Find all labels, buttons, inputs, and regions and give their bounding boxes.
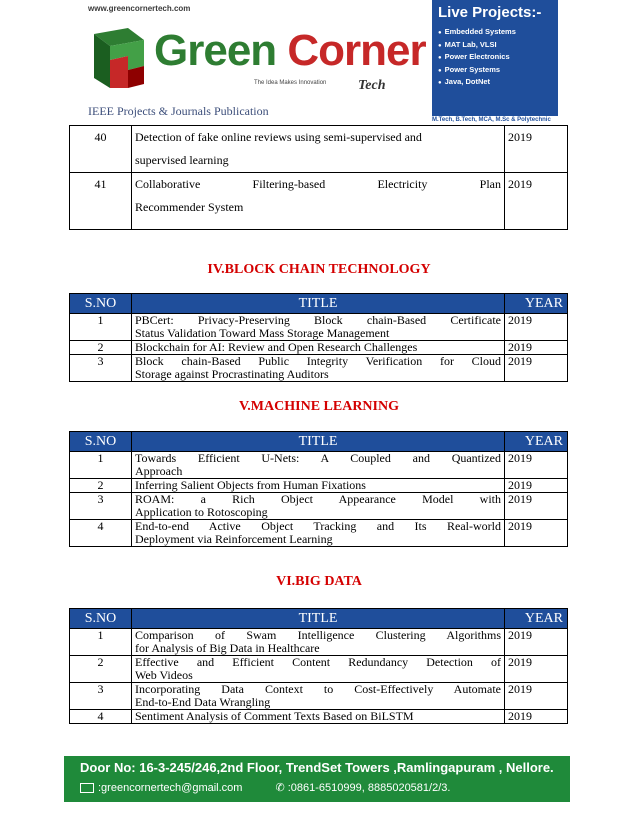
row-title-line: PBCert: Privacy-Preserving Block chain-Based Certificate (135, 313, 501, 327)
row-title-line: ROAM: a Rich Object Appearance Model with (135, 492, 501, 506)
footer-phone: :0861-6510999, 8885020581/2/3. (287, 782, 451, 794)
footer-phone-group (276, 782, 451, 794)
footer-contact-line (80, 781, 450, 794)
table-row (70, 479, 568, 493)
row-sno: 3 (70, 355, 132, 382)
col-header-title: TITLE (132, 609, 505, 629)
ieee-publication-line: IEEE Projects & Journals Publication (88, 104, 269, 118)
courses-line: M.Tech, B.Tech, MCA, M.Sc & Polytechnic (432, 117, 551, 123)
header-banner (58, 0, 582, 124)
row-title: Blockchain for AI: Review and Open Research Challenges (132, 341, 505, 355)
section-heading-big-data: VI.BIG DATA (276, 574, 362, 589)
row-title-line: supervised learning (135, 153, 229, 167)
row-year: 2019 (505, 452, 568, 479)
table-row (70, 341, 568, 355)
live-project-item: ● Power Electronics (438, 51, 516, 64)
row-title-line: Recommender System (135, 200, 244, 214)
row-year: 2019 (505, 520, 568, 547)
table-row (70, 656, 568, 683)
row-title (132, 452, 505, 479)
row-year: 2019 (505, 314, 568, 341)
phone-icon: ✆ (275, 782, 285, 794)
col-header-title: TITLE (132, 432, 505, 452)
big-data-table (69, 608, 568, 724)
table-header-row (70, 609, 568, 629)
row-year: 2019 (505, 656, 568, 683)
row-title (132, 493, 505, 520)
green-corner-logo-icon (88, 26, 150, 96)
live-project-item: ● MAT Lab, VLSI (438, 39, 516, 52)
table-row (70, 452, 568, 479)
row-sno: 1 (70, 629, 132, 656)
row-sno: 41 (70, 173, 132, 230)
table-row (70, 683, 568, 710)
col-header-sno: S.NO (70, 432, 132, 452)
row-year: 2019 (505, 493, 568, 520)
row-year: 2019 (505, 710, 568, 724)
row-sno: 1 (70, 452, 132, 479)
section-heading-machine-learning: V.MACHINE LEARNING (239, 399, 399, 414)
row-year: 2019 (505, 355, 568, 382)
live-projects-title: Live Projects:- (438, 4, 542, 21)
row-title-line: Detection of fake online reviews using semi-supervised and (135, 130, 422, 144)
footer-contact-banner (64, 756, 570, 802)
col-header-sno: S.NO (70, 609, 132, 629)
row-title-line: Deployment via Reinforcement Learning (135, 532, 333, 546)
blockchain-table (69, 293, 568, 382)
row-sno: 3 (70, 493, 132, 520)
row-year: 2019 (505, 479, 568, 493)
section-heading-blockchain: IV.BLOCK CHAIN TECHNOLOGY (207, 262, 431, 277)
col-header-title: TITLE (132, 294, 505, 314)
row-year: 2019 (505, 126, 568, 173)
footer-email: :greencornertech@gmail.com (98, 782, 243, 794)
row-title (132, 173, 505, 230)
row-year: 2019 (505, 683, 568, 710)
row-title-line: Block chain-Based Public Integrity Verification for Cloud (135, 354, 501, 368)
table-row (70, 173, 568, 230)
row-title (132, 629, 505, 656)
brand-red-text: Corner (287, 26, 426, 75)
row-title-line: Collaborative Filtering-based Electricity Plan (135, 177, 501, 191)
row-sno: 2 (70, 656, 132, 683)
live-project-item: ● Java, DotNet (438, 76, 516, 89)
live-project-item: ● Embedded Systems (438, 26, 516, 39)
row-title-line: Storage against Procrastinating Auditors (135, 367, 329, 381)
col-header-year: YEAR (505, 609, 568, 629)
col-header-sno: S.NO (70, 294, 132, 314)
row-sno: 3 (70, 683, 132, 710)
row-title: Inferring Salient Objects from Human Fixations (132, 479, 505, 493)
table-row (70, 493, 568, 520)
brand-tagline: The Idea Makes Innovation (254, 80, 327, 86)
row-sno: 4 (70, 710, 132, 724)
row-title (132, 126, 505, 173)
col-header-year: YEAR (505, 294, 568, 314)
table-row (70, 126, 568, 173)
continued-project-table (69, 125, 568, 230)
row-sno: 2 (70, 341, 132, 355)
table-row (70, 710, 568, 724)
table-row (70, 520, 568, 547)
brand-tech: Tech (358, 78, 386, 93)
row-sno: 1 (70, 314, 132, 341)
row-sno: 40 (70, 126, 132, 173)
row-year: 2019 (505, 629, 568, 656)
brand-name (154, 26, 426, 76)
row-title-line: Incorporating Data Context to Cost-Effectively Automate (135, 682, 501, 696)
row-sno: 2 (70, 479, 132, 493)
col-header-year: YEAR (505, 432, 568, 452)
row-title (132, 683, 505, 710)
site-url: www.greencornertech.com (88, 4, 191, 13)
live-projects-box (432, 0, 558, 116)
live-projects-list (438, 26, 516, 89)
table-header-row (70, 432, 568, 452)
row-title: Sentiment Analysis of Comment Texts Based on BiLSTM (132, 710, 505, 724)
row-title-line: Approach (135, 464, 183, 478)
brand-green-text: Green (154, 26, 277, 75)
row-year: 2019 (505, 341, 568, 355)
row-title-line: End-to-end Active Object Tracking and Its Real-world (135, 519, 501, 533)
row-title-line: for Analysis of Big Data in Healthcare (135, 641, 320, 655)
row-title-line: Comparison of Swam Intelligence Clustering Algorithms (135, 628, 501, 642)
machine-learning-table (69, 431, 568, 547)
row-title-line: Effective and Efficient Content Redundancy Detection of (135, 655, 501, 669)
row-title (132, 314, 505, 341)
row-title (132, 656, 505, 683)
row-title-line: End-to-End Data Wrangling (135, 695, 271, 709)
table-row (70, 629, 568, 656)
live-project-item: ● Power Systems (438, 64, 516, 77)
row-title (132, 520, 505, 547)
row-year: 2019 (505, 173, 568, 230)
mail-icon (80, 783, 94, 793)
footer-address: Door No: 16-3-245/246,2nd Floor, TrendSet Towers ,Ramlingapuram , Nellore. (80, 760, 554, 775)
row-title-line: Web Videos (135, 668, 193, 682)
row-sno: 4 (70, 520, 132, 547)
table-row (70, 355, 568, 382)
table-row (70, 314, 568, 341)
row-title (132, 355, 505, 382)
row-title-line: Status Validation Toward Mass Storage Management (135, 326, 390, 340)
row-title-line: Towards Efficient U-Nets: A Coupled and Quantized (135, 451, 501, 465)
table-header-row (70, 294, 568, 314)
row-title-line: Application to Rotoscoping (135, 505, 268, 519)
